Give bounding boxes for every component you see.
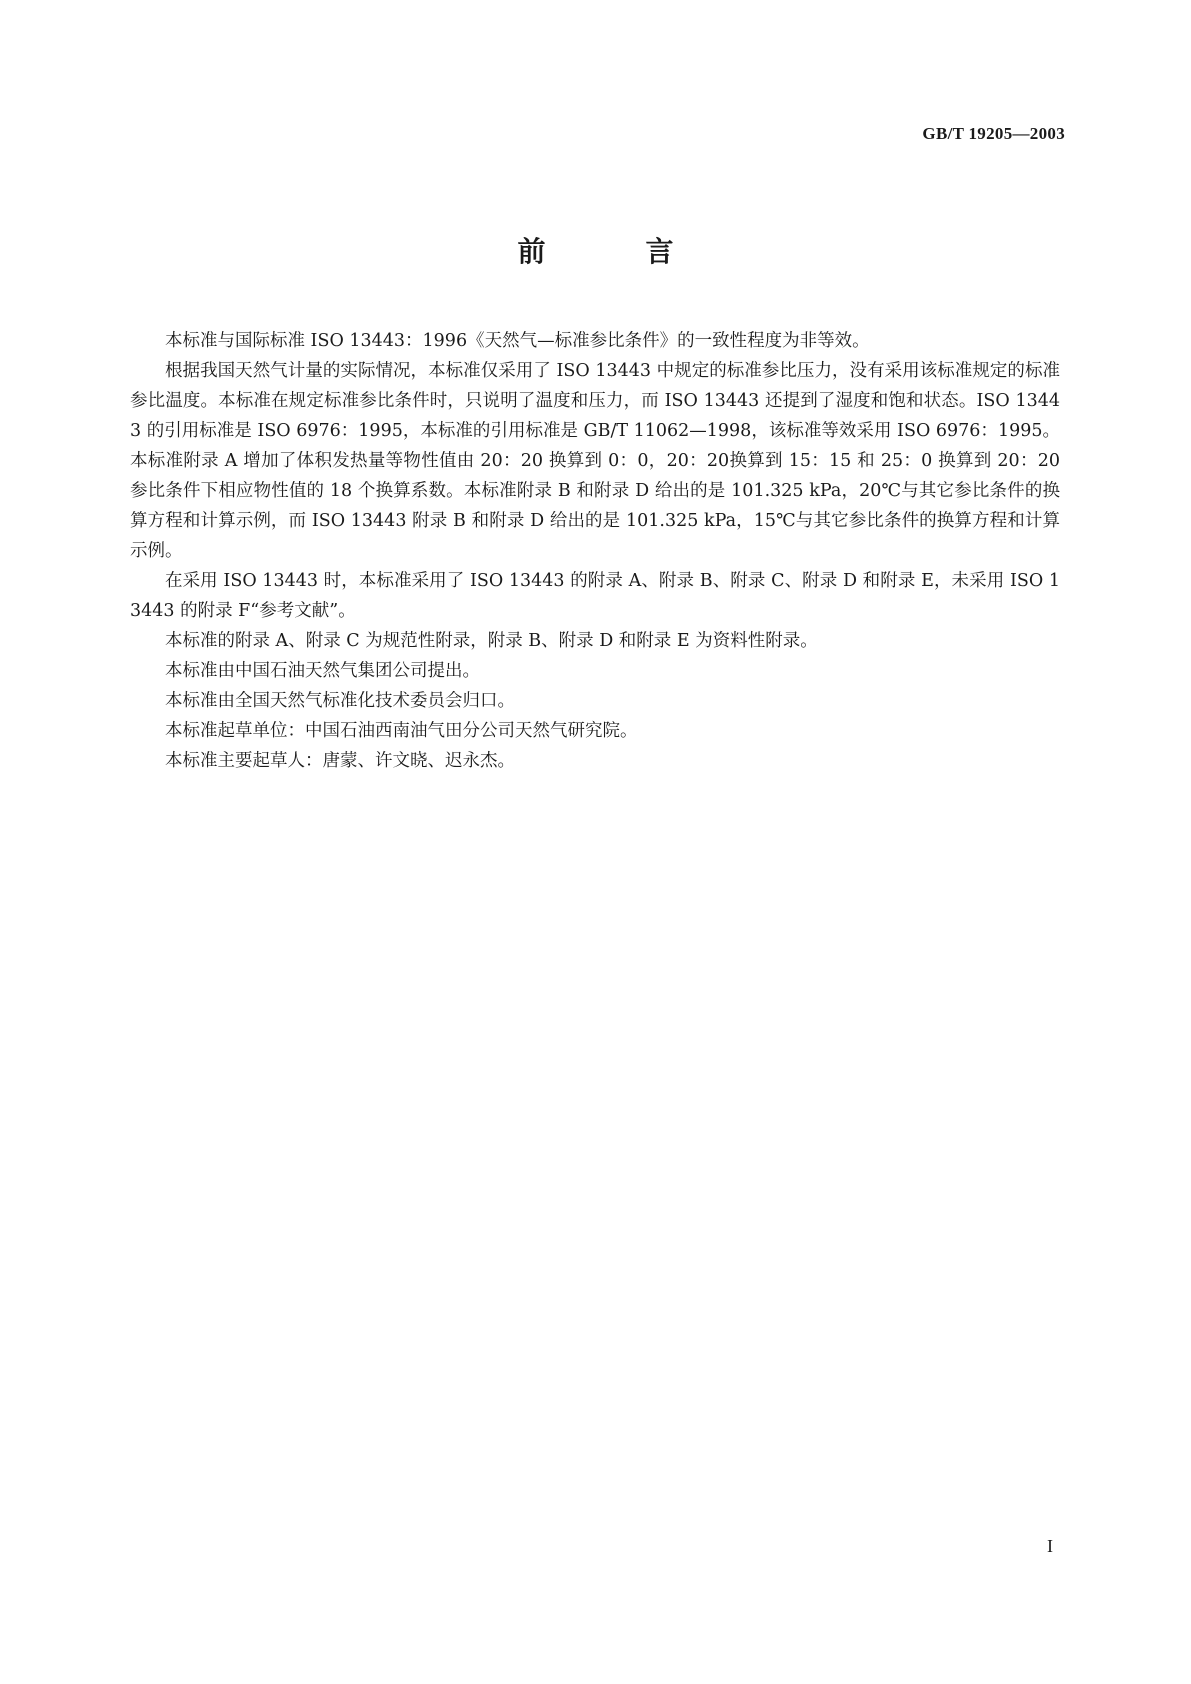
paragraph-annex-types: 本标准的附录 A、附录 C 为规范性附录，附录 B、附录 D 和附录 E 为资料性附录。 [165,631,818,651]
standard-code: GB/T 19205—2003 [922,124,1065,143]
paragraph-drafters: 本标准主要起草人：唐蒙、许文晓、迟永杰。 [165,751,515,771]
page-title: 前 言 [517,235,710,268]
paragraph-equivalence: 本标准与国际标准 ISO 13443：1996《天然气—标准参比条件》的一致性程度为非等效。 [165,331,870,351]
paragraph-adoption: 在采用 ISO 13443 时，本标准采用了 ISO 13443 的附录 A、附录 B、附录 C、附录 D 和附录 E，未采用 ISO 13443 的附录 F“参考文献”。 [130,571,1060,621]
paragraph-committee: 本标准由全国天然气标准化技术委员会归口。 [165,691,515,711]
paragraph-differences: 根据我国天然气计量的实际情况，本标准仅采用了 ISO 13443 中规定的标准参比压力，没有采用该标准规定的标准参比温度。本标准在规定标准参比条件时，只说明了温度和压力，而 ISO 13443 还提到了湿度和饱和状态。ISO 13443 的引用标准是 ISO 6976：1995，本标准的引用标准是 GB/T 11062—1998，该标准等效采用 ISO 6976：1995。本标准附录 A 增加了体积发热量等物性值由 20：20 换算到 0：0，20：20换算到 15：15 和 25：0 换算到 20：20 参比条件下相应物性值的 18 个换算系数。本标准附录 B 和附录 D 给出的是 101.325 kPa，20℃与其它参比条件的换算方程和计算示例，而 ISO 13443 附录 B 和附录 D 给出的是 101.325 kPa，15℃与其它参比条件的换算方程和计算示例。 [130,361,1060,561]
paragraph-drafting-unit: 本标准起草单位：中国石油西南油气田分公司天然气研究院。 [165,721,638,741]
page-number: I [1047,1536,1053,1556]
foreword-body [130,326,1060,776]
paragraph-proposer: 本标准由中国石油天然气集团公司提出。 [165,661,480,681]
